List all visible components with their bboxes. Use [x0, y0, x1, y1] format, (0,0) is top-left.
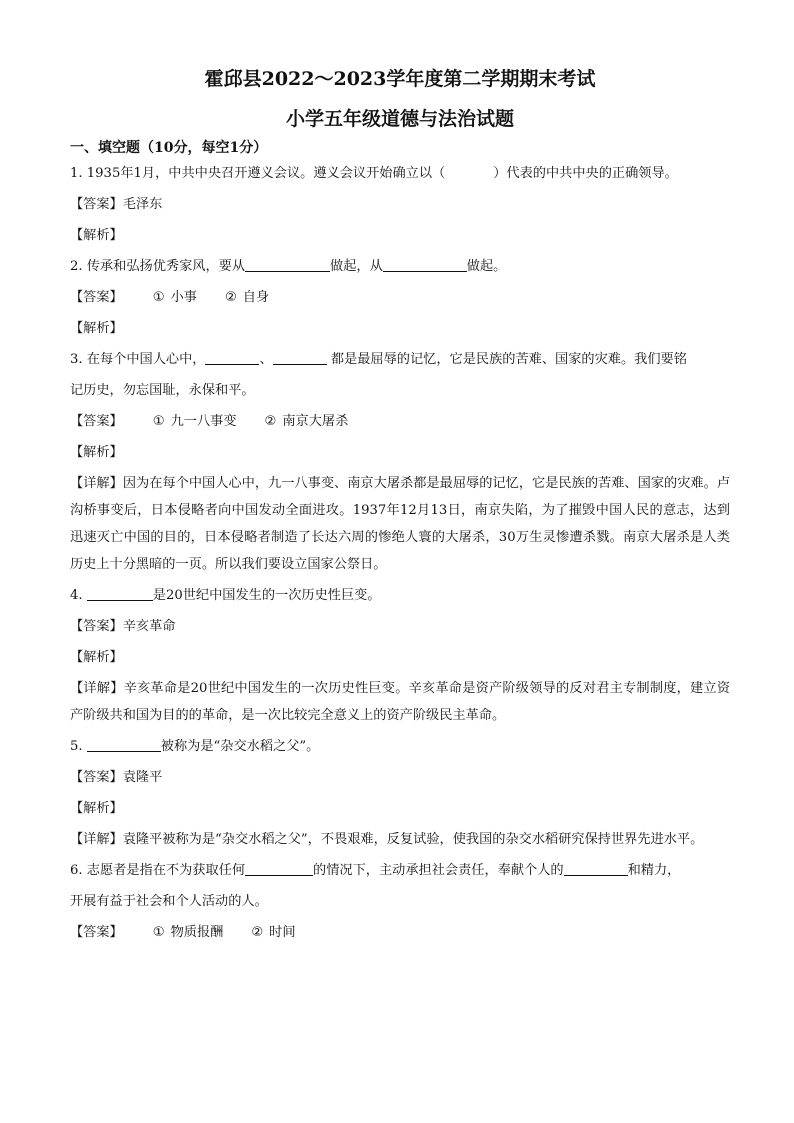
answer-value: 辛亥革命 [122, 619, 176, 634]
question-5-blank [87, 737, 161, 752]
answer-mark-2: ② [224, 290, 237, 305]
question-1-answer [70, 189, 730, 220]
question-1-analysis [70, 220, 730, 251]
answer-label: 【答案】 [70, 770, 123, 785]
answer-value-1: 九一八事变 [170, 414, 237, 429]
question-3 [70, 344, 730, 375]
question-2-text-part2: 做起，从 [330, 259, 383, 274]
question-2-blank-2 [383, 257, 467, 272]
answer-value-2: 南京大屠杀 [282, 414, 349, 429]
answer-value: 袁隆平 [122, 770, 163, 785]
analysis-label: 【解析】 [70, 801, 123, 816]
question-4-answer [70, 611, 730, 642]
question-4-detail [70, 675, 730, 729]
question-5-analysis [70, 793, 730, 824]
exam-subtitle: 小学五年级道德与法治试题 [285, 108, 514, 130]
question-2-text-part1: 2. 传承和弘扬优秀家风，要从 [70, 259, 246, 274]
question-3-text-part1: 3. 在每个中国人心中， [70, 352, 206, 367]
question-6-answer [70, 917, 730, 948]
detail-text: 袁隆平被称为是“杂交水稻之父”，不畏艰难，反复试验，使我国的杂交水稻研究保持世界先进水平。 [122, 832, 704, 847]
analysis-label: 【解析】 [70, 445, 123, 460]
answer-label: 【答案】 [70, 197, 123, 212]
question-6-blank-2 [564, 861, 628, 876]
document-page [70, 60, 730, 948]
detail-text: 辛亥革命是20世纪中国发生的一次历史性巨变。辛亥革命是资产阶级领导的反对君主专制制度，建立资产阶级共和国为目的的革命，是一次比较完全意义上的资产阶级民主革命。 [70, 681, 731, 723]
question-2-answer [70, 282, 730, 313]
answer-label: 【答案】 [70, 414, 123, 429]
analysis-label: 【解析】 [70, 650, 123, 665]
answer-mark-2: ② [251, 925, 264, 940]
question-3-answer [70, 406, 730, 437]
detail-label: 【详解】 [70, 476, 123, 491]
answer-value-1: 小事 [170, 290, 197, 305]
answer-value-1: 物质报酬 [170, 925, 224, 940]
question-3-analysis [70, 437, 730, 468]
question-1-text-before: 1. 1935年1月，中共中央召开遵义会议。遵义会议开始确立以（ [70, 166, 446, 181]
detail-text: 因为在每个中国人心中，九一八事变、南京大屠杀都是最屈辱的记忆，它是民族的苦难、国家的灾难。卢沟桥事变后，日本侵略者向中国发动全面进攻。1937年12月13日，南京失陷，为了摧毁中国人民的意志，达到迅速灭亡中国的目的，日本侵略者制造了长达六周的惨绝人寰的大屠杀，30万生灵惨遭杀戮。南京大屠杀是人类历史上十分黑暗的一页。所以我们要设立国家公祭日。 [70, 476, 731, 572]
answer-label: 【答案】 [70, 925, 123, 940]
question-2-blank-1 [245, 257, 330, 272]
answer-mark-1: ① [152, 414, 165, 429]
question-4-prefix: 4. [70, 588, 87, 603]
answer-mark-1: ① [152, 925, 165, 940]
question-5-prefix: 5. [70, 739, 87, 754]
question-1 [70, 158, 730, 189]
question-5 [70, 731, 730, 762]
question-4 [70, 580, 730, 611]
question-3-blank-1 [205, 350, 259, 365]
question-2 [70, 251, 730, 282]
analysis-label: 【解析】 [70, 321, 123, 336]
answer-value-2: 自身 [242, 290, 270, 305]
question-6-line2: 开展有益于社会和个人活动的人。 [70, 894, 268, 909]
detail-label: 【详解】 [70, 681, 124, 696]
answer-label: 【答案】 [70, 619, 123, 634]
question-4-blank [87, 586, 153, 601]
question-5-text-after: 被称为是“杂交水稻之父”。 [160, 739, 320, 754]
question-5-answer [70, 762, 730, 793]
question-6-text-part3: 和精力， [627, 863, 681, 878]
question-6-text-part1: 6. 志愿者是指在不为获取任何 [70, 863, 246, 878]
question-5-detail [70, 826, 730, 853]
section-heading: 一、填空题（10分，每空1分） [70, 140, 268, 156]
answer-value: 毛泽东 [122, 197, 163, 212]
question-1-text-after: ）代表的中共中央的正确领导。 [493, 166, 678, 181]
question-4-text-after: 是20世纪中国发生的一次历史性巨变。 [152, 588, 381, 603]
question-2-text-part3: 做起。 [466, 259, 507, 274]
question-4-analysis [70, 642, 730, 673]
question-6-text-part2: 的情况下，主动承担社会责任，奉献个人的 [313, 863, 564, 878]
question-6 [70, 855, 730, 886]
analysis-label: 【解析】 [70, 228, 123, 243]
answer-mark-2: ② [264, 414, 277, 429]
question-3-line2: 记历史，勿忘国耻，永保和平。 [70, 383, 255, 398]
answer-label: 【答案】 [70, 290, 123, 305]
question-3-blank-2 [273, 350, 327, 365]
question-6-blank-1 [245, 861, 313, 876]
question-3-detail [70, 470, 730, 578]
question-3-text-part2: 、 [259, 352, 273, 367]
answer-mark-1: ① [152, 290, 165, 305]
detail-label: 【详解】 [70, 832, 123, 847]
answer-value-2: 时间 [269, 925, 296, 940]
question-2-analysis [70, 313, 730, 344]
exam-title: 霍邱县2022～2023学年度第二学期期末考试 [204, 68, 596, 90]
question-3-text-part3: 都是最屈辱的记忆，它是民族的苦难、国家的灾难。我们要铭 [326, 352, 687, 367]
